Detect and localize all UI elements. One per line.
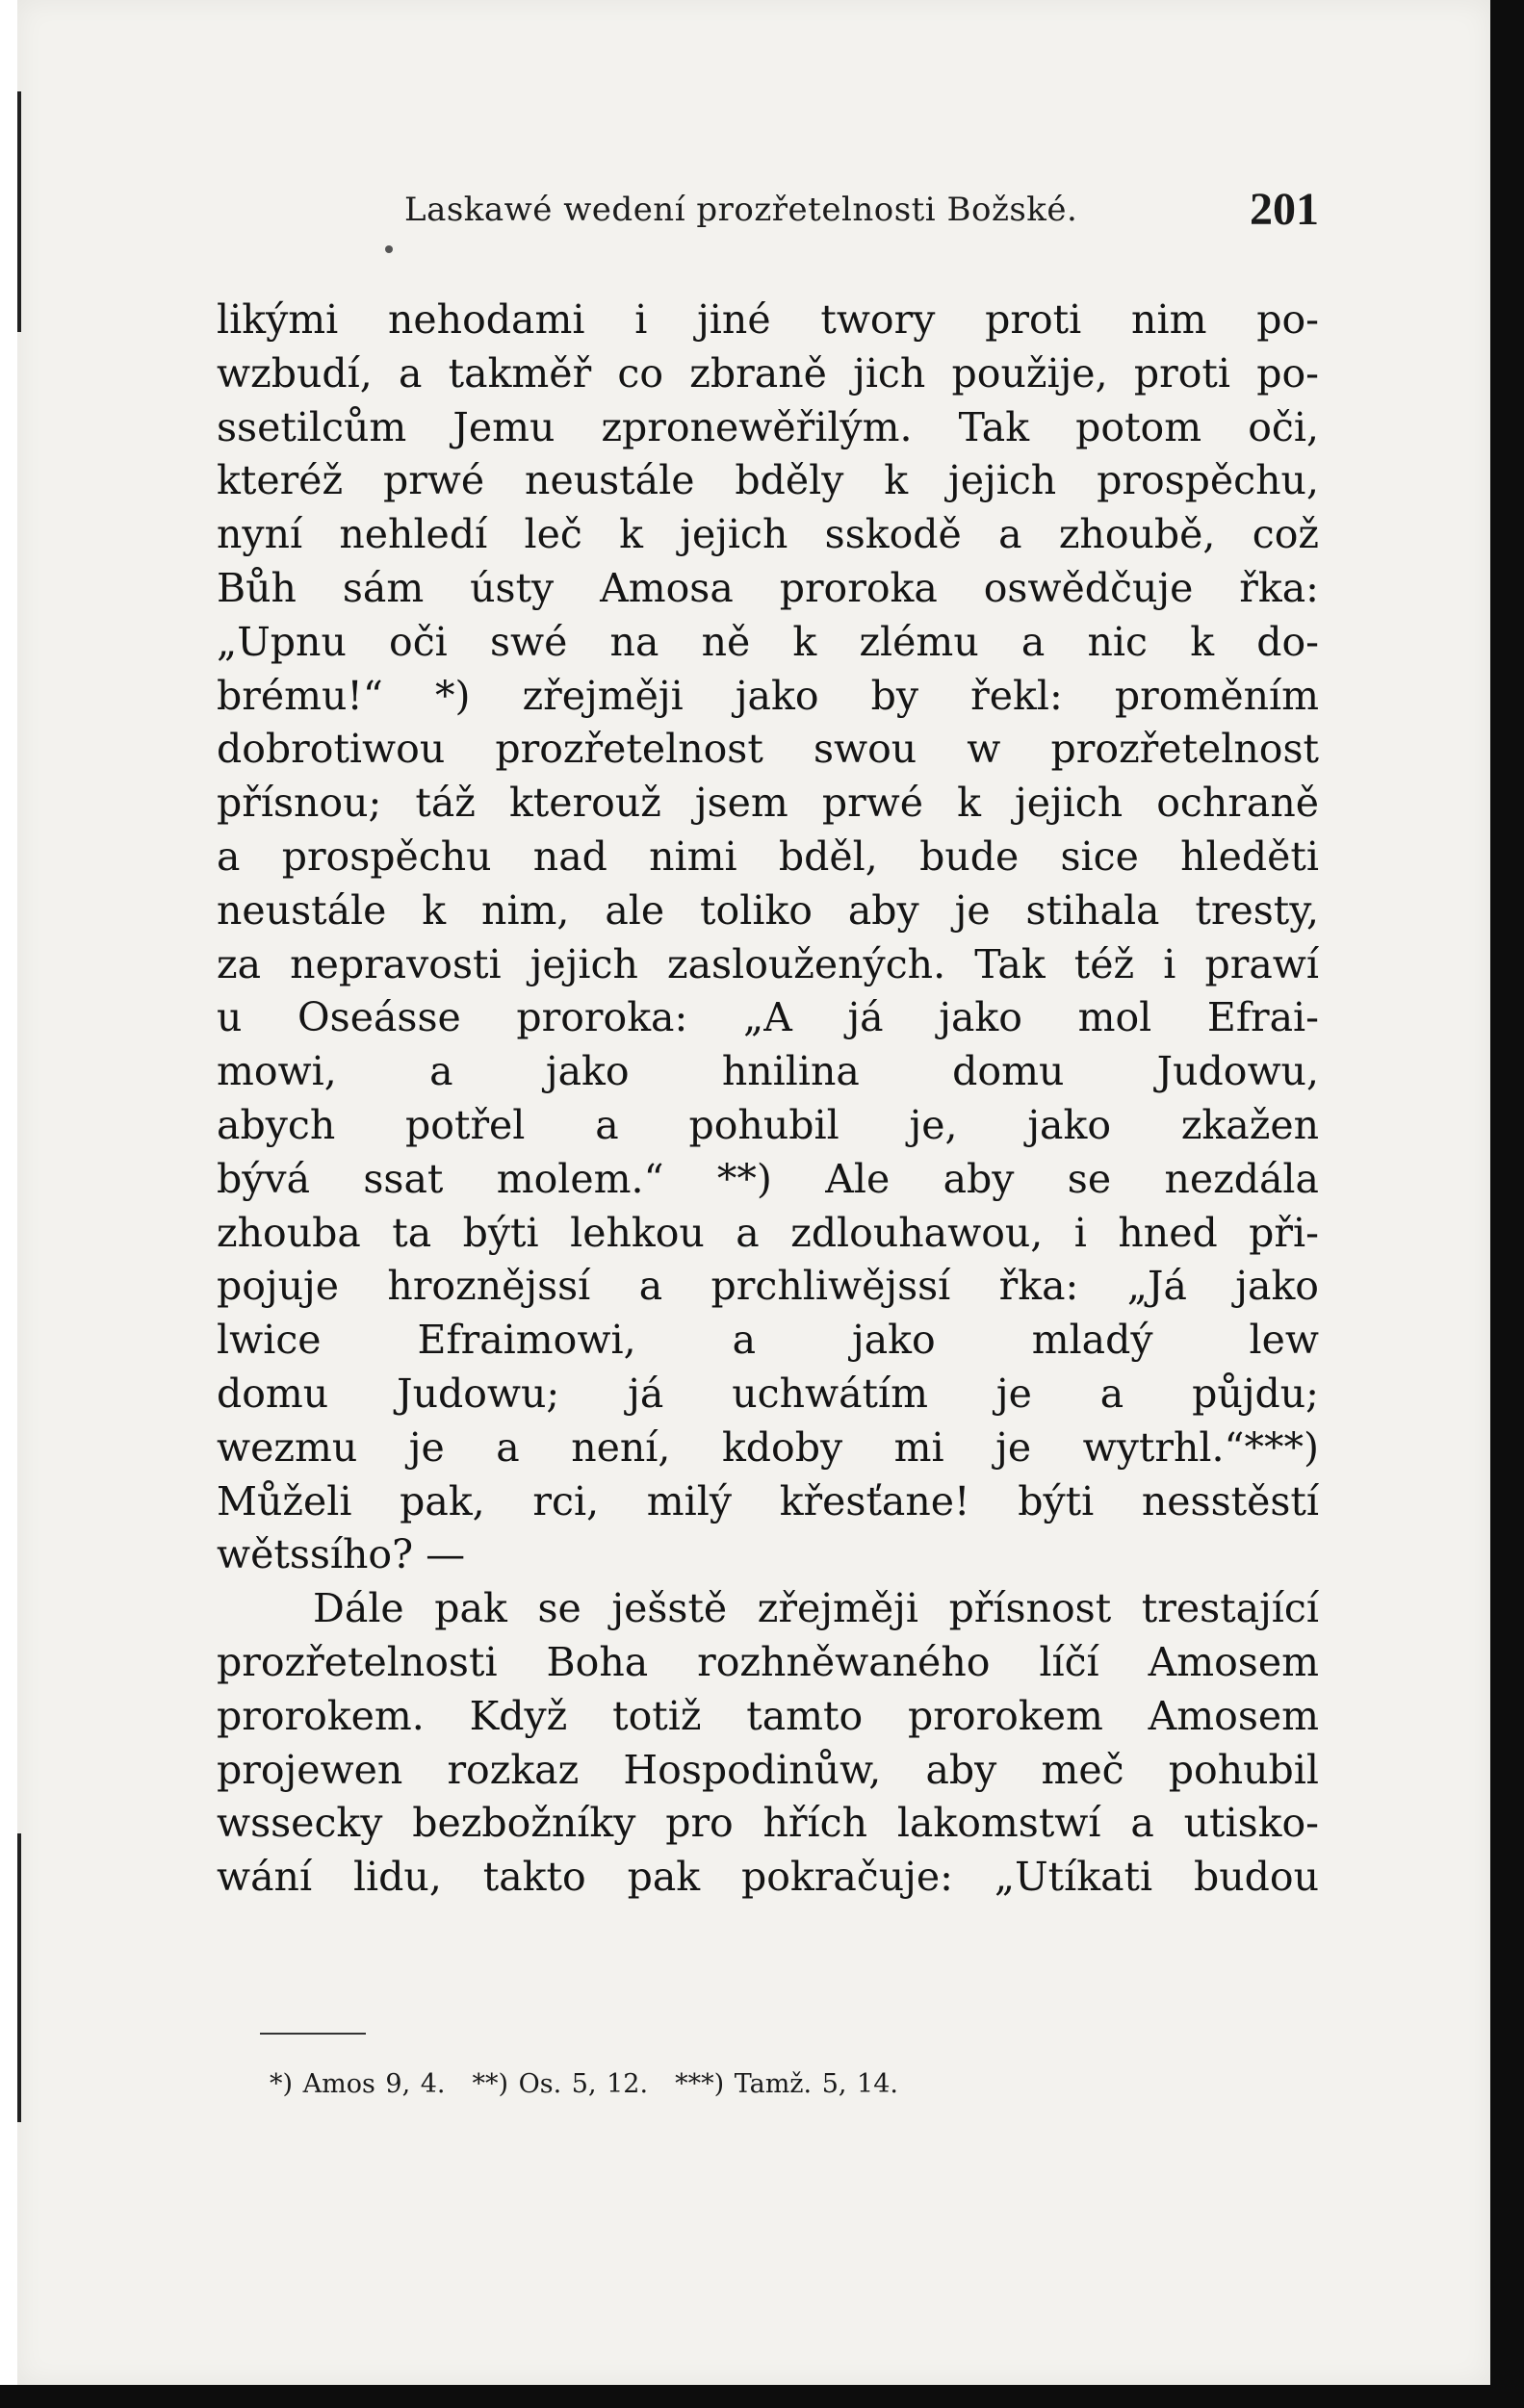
text-line: wětssího? — bbox=[217, 1531, 466, 1578]
text-line: lwice Efraimowi, a jako mladý lew bbox=[217, 1317, 1319, 1364]
text-line: abych potřel a pohubil je, jako zkažen bbox=[217, 1101, 1319, 1148]
footnote-1: *) Amos 9, 4. bbox=[270, 2069, 446, 2099]
text-line: nyní nehledí leč k jejich sskodě a zhoubě, což bbox=[217, 511, 1319, 558]
running-head: Laskawé wedení prozřetelnosti Božské. bbox=[404, 191, 1078, 229]
text-line: ssetilcům Jemu zpronewěřilým. Tak potom oči, bbox=[217, 403, 1319, 450]
scan-border-right bbox=[1490, 0, 1524, 2408]
text-line: za nepravosti jejich zasloužených. Tak též i prawí bbox=[217, 940, 1319, 987]
footnotes bbox=[270, 2069, 898, 2099]
text-line: kteréž prwé neustále bděly k jejich prospěchu, bbox=[217, 457, 1319, 504]
text-line: dobrotiwou prozřetelnost swou w prozřetelnost bbox=[217, 726, 1319, 773]
body-text bbox=[217, 294, 1319, 1905]
text-line: pojuje hroznějssí a prchliwějssí řka: „Já jako bbox=[217, 1263, 1319, 1310]
text-line: Můželi pak, rci, milý křesťane! býti nesstěstí bbox=[217, 1477, 1319, 1524]
footnote-3: ***) Tamž. 5, 14. bbox=[675, 2069, 898, 2099]
text-line: wezmu je a není, kdoby mi je wytrhl.“***) bbox=[217, 1423, 1319, 1471]
text-line: prorokem. Když totiž tamto prorokem Amosem bbox=[217, 1692, 1319, 1739]
paragraph-start-line: Dále pak se ješstě zřejměji přísnost trestající bbox=[313, 1585, 1319, 1632]
header-dot bbox=[385, 245, 393, 253]
text-line: domu Judowu; já uchwátím je a půjdu; bbox=[217, 1370, 1319, 1417]
footnote-rule bbox=[260, 2033, 366, 2035]
binding-edge-mark bbox=[17, 1833, 21, 2122]
scan-border-bottom bbox=[0, 2385, 1524, 2408]
text-line: přísnou; táž kterouž jsem prwé k jejich ochraně bbox=[217, 780, 1319, 827]
text-line: wzbudí, a takměř co zbraně jich použije, proti po- bbox=[217, 349, 1319, 397]
text-line: bývá ssat molem.“ **) Ale aby se nezdála bbox=[217, 1155, 1319, 1202]
page-header bbox=[404, 183, 1319, 250]
page-number: 201 bbox=[1250, 184, 1319, 235]
binding-edge-mark bbox=[17, 91, 21, 332]
text-line: mowi, a jako hnilina domu Judowu, bbox=[217, 1048, 1319, 1095]
text-line: zhouba ta býti lehkou a zdlouhawou, i hned při- bbox=[217, 1209, 1319, 1256]
text-line: a prospěchu nad nimi bděl, bude sice hleděti bbox=[217, 833, 1319, 880]
text-line: neustále k nim, ale toliko aby je stihala tresty, bbox=[217, 886, 1319, 934]
footnote-2: **) Os. 5, 12. bbox=[472, 2069, 649, 2099]
text-line: u Oseásse proroka: „A já jako mol Efrai- bbox=[217, 994, 1319, 1041]
text-line: Bůh sám ústy Amosa proroka oswědčuje řka: bbox=[217, 564, 1319, 611]
text-line: „Upnu oči swé na ně k zlému a nic k do- bbox=[217, 618, 1319, 665]
text-line: projewen rozkaz Hospodinůw, aby meč pohubil bbox=[217, 1746, 1319, 1793]
text-line: wssecky bezbožníky pro hřích lakomstwí a utisko- bbox=[217, 1800, 1319, 1847]
text-line: wání lidu, takto pak pokračuje: „Utíkati budou bbox=[217, 1854, 1319, 1901]
text-line: likými nehodami i jiné twory proti nim po- bbox=[217, 296, 1319, 343]
text-line: prozřetelnosti Boha rozhněwaného líčí Amosem bbox=[217, 1638, 1319, 1685]
text-line: brému!“ *) zřejměji jako by řekl: proměním bbox=[217, 672, 1319, 719]
